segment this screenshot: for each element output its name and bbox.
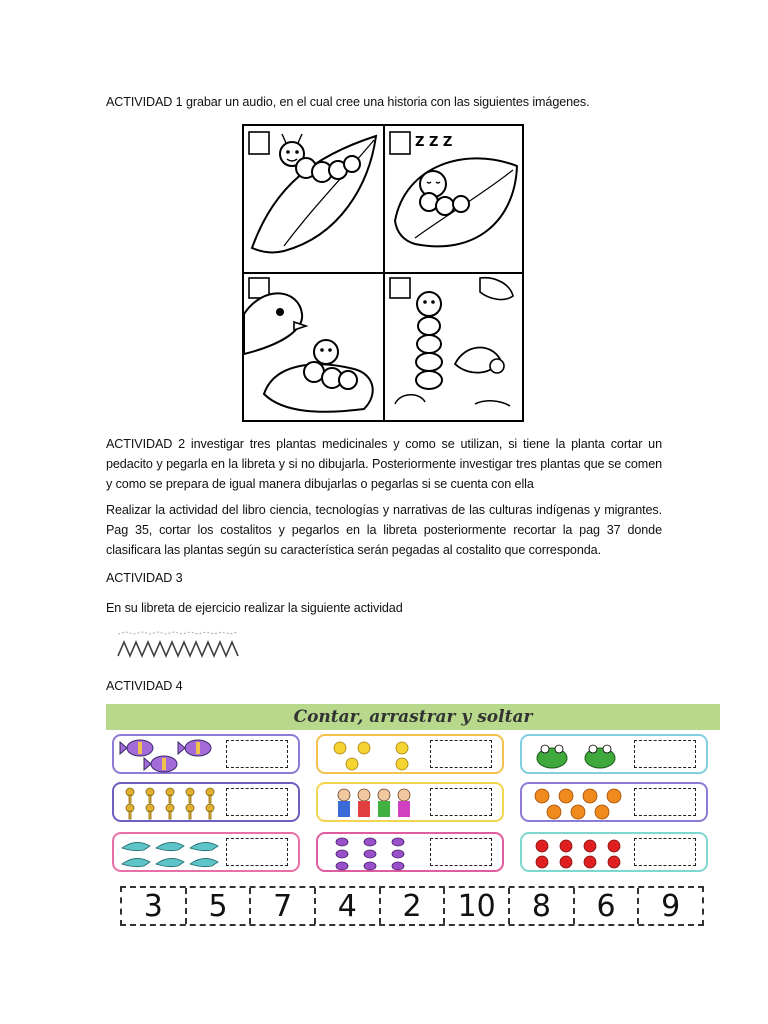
answer-drop-box[interactable] bbox=[634, 838, 696, 866]
number-tile[interactable]: 6 bbox=[575, 888, 640, 924]
activity-banner-title: Contar, arrastrar y soltar bbox=[106, 704, 720, 730]
number-tile[interactable]: 9 bbox=[661, 889, 681, 924]
activity-2-paragraph-1: ACTIVIDAD 2 investigar tres plantas medicinales y como se utilizan, si tiene la planta cortar un pedacito y pegarla en la libreta y si no dibujarla. Posteriormente investigar tres plantas que se comen y como se prepara de igual manera dibujarlas o pegarlas si se cuenta con ella bbox=[106, 437, 662, 491]
number-tile[interactable]: 7 bbox=[251, 888, 316, 924]
number-tile[interactable]: 4 bbox=[316, 888, 381, 924]
answer-drop-box[interactable] bbox=[226, 838, 288, 866]
count-card-key bbox=[112, 782, 300, 822]
zigzag-exercise-image bbox=[116, 626, 242, 662]
count-card-candy bbox=[316, 832, 504, 872]
count-card-frog bbox=[520, 734, 708, 774]
number-tile[interactable]: 2 bbox=[381, 888, 446, 924]
number-tile[interactable]: 5 bbox=[187, 888, 252, 924]
number-tile[interactable]: 8 bbox=[510, 888, 575, 924]
story-panel-bird-and-caterpillar bbox=[244, 274, 382, 420]
count-card-chick bbox=[316, 734, 504, 774]
sleep-zzz: Z Z Z bbox=[415, 135, 453, 150]
frog-icon bbox=[526, 738, 636, 774]
fish-icon bbox=[118, 738, 228, 774]
children-icon bbox=[322, 786, 432, 822]
answer-drop-box[interactable] bbox=[226, 740, 288, 768]
answer-drop-box[interactable] bbox=[430, 740, 492, 768]
dolphin-icon bbox=[118, 836, 228, 872]
answer-drop-box[interactable] bbox=[634, 740, 696, 768]
count-card-child bbox=[316, 782, 504, 822]
count-card-orange bbox=[520, 782, 708, 822]
story-panel-caterpillar-on-leaf bbox=[244, 126, 382, 271]
orange-icon bbox=[526, 786, 636, 822]
count-card-dolphin bbox=[112, 832, 300, 872]
number-tile[interactable]: 10 bbox=[445, 888, 510, 924]
story-panel-sleeping-in-leaf bbox=[385, 126, 522, 271]
activity-2-paragraph-2: Realizar la actividad del libro ciencia, tecnologías y narrativas de las culturas indígenas y migrantes. Pag 35, cortar los costalitos y pegarlos en la libreta posteriormente recortar la pag 37 donde clasificara las plantas según su característica serán pegadas al costalito que corresponda. bbox=[106, 503, 662, 557]
count-card-tomato bbox=[520, 832, 708, 872]
activity-3-heading: ACTIVIDAD 3 bbox=[106, 571, 183, 585]
key-icon bbox=[118, 786, 228, 822]
activity-4-heading: ACTIVIDAD 4 bbox=[106, 679, 183, 693]
story-image-grid bbox=[242, 124, 524, 422]
answer-drop-box[interactable] bbox=[430, 788, 492, 816]
answer-drop-box[interactable] bbox=[430, 838, 492, 866]
activity-1-text: ACTIVIDAD 1 grabar un audio, en el cual cree una historia con las siguientes imágenes. bbox=[106, 95, 590, 109]
candy-icon bbox=[322, 836, 432, 872]
answer-drop-box[interactable] bbox=[634, 788, 696, 816]
counting-activity-sheet bbox=[106, 704, 720, 932]
number-tile[interactable]: 3 bbox=[122, 888, 187, 924]
tomato-icon bbox=[526, 836, 636, 872]
answer-drop-box[interactable] bbox=[226, 788, 288, 816]
count-card-fish bbox=[112, 734, 300, 774]
number-tiles-row bbox=[120, 886, 704, 926]
activity-3-instruction: En su libreta de ejercicio realizar la siguiente actividad bbox=[106, 601, 403, 615]
chick-icon bbox=[322, 738, 432, 774]
story-panel-standing-caterpillar bbox=[385, 274, 522, 420]
